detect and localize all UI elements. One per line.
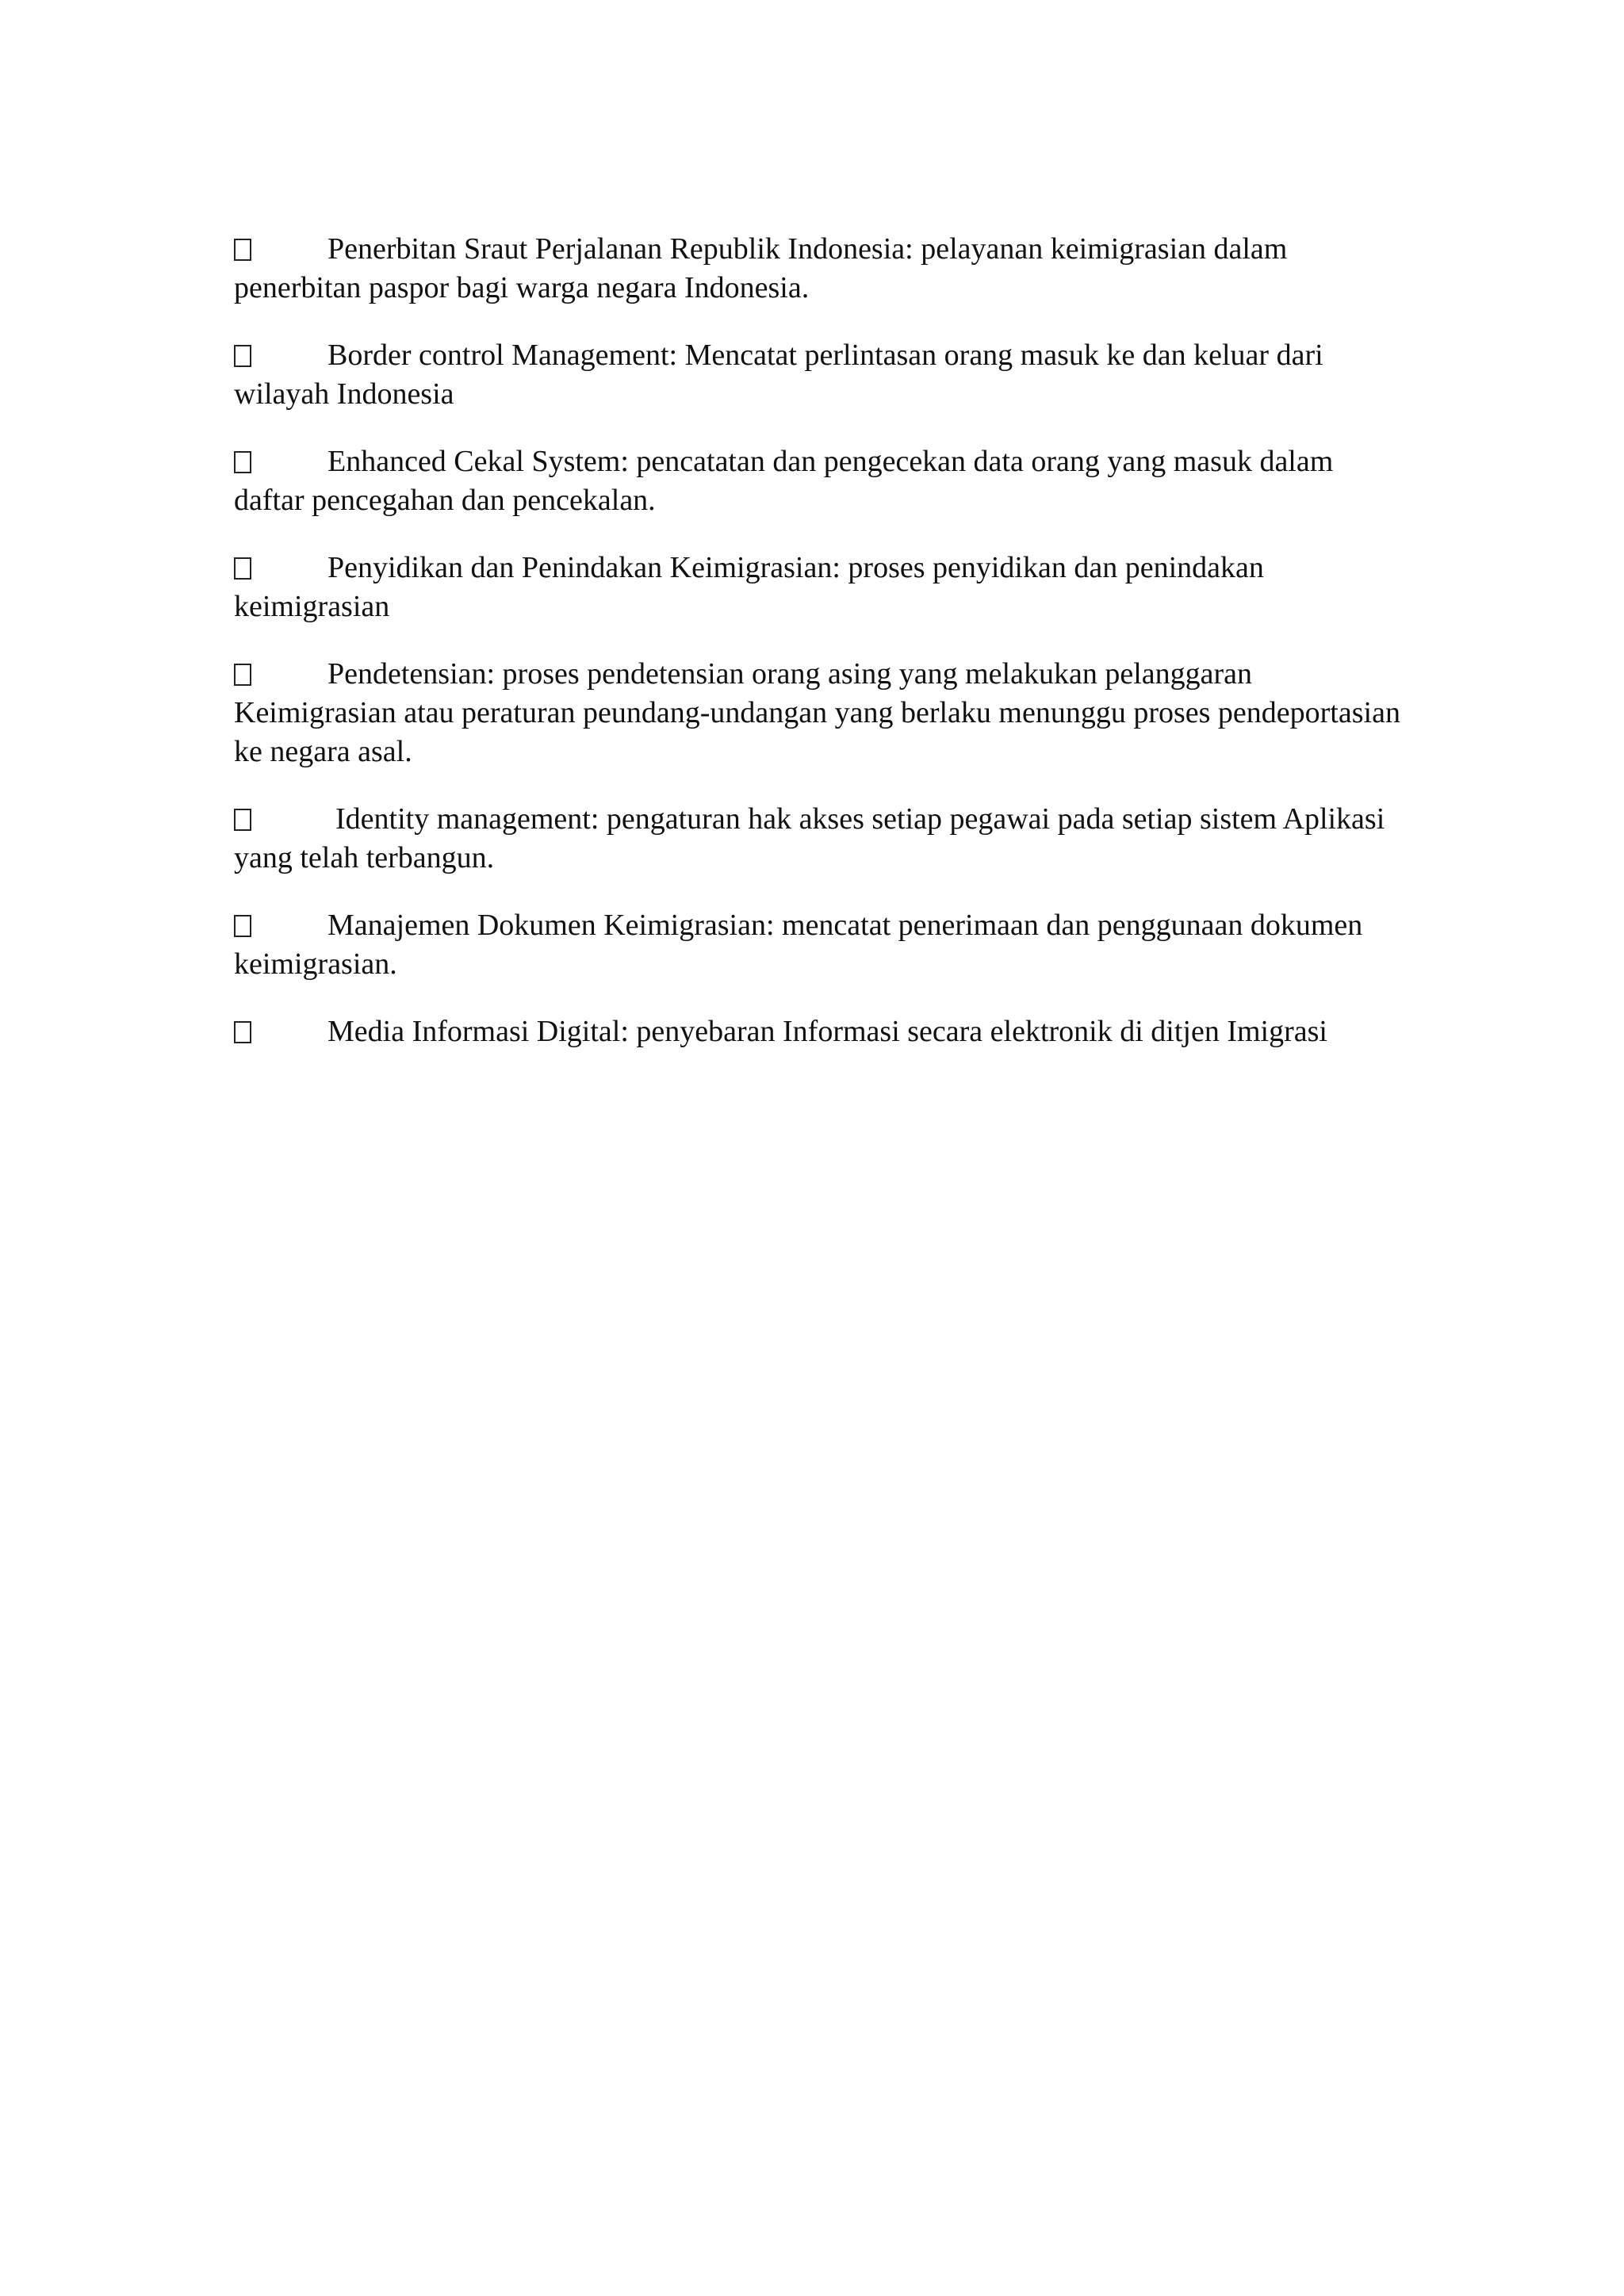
- list-item-text: Manajemen Dokumen Keimigrasian: mencatat penerimaan dan penggunaan dokumen keimigrasian.: [234, 909, 1363, 981]
- missing-glyph-bullet-icon: [234, 239, 251, 261]
- list-item: [234, 1012, 1408, 1051]
- list-item-text: Pendetensian: proses pendetensian orang asing yang melakukan pelanggaran Keimigrasian atau peraturan peundang-undangan yang berlaku menunggu proses pendeportasian ke negara asal.: [234, 657, 1400, 768]
- missing-glyph-bullet-icon: [234, 557, 251, 580]
- list-item: [234, 655, 1408, 771]
- list-item-text: Penyidikan dan Penindakan Keimigrasian: proses penyidikan dan penindakan keimigrasian: [234, 551, 1264, 623]
- missing-glyph-bullet-icon: [234, 1021, 251, 1043]
- list-item: [234, 336, 1408, 414]
- list-item: [234, 230, 1408, 308]
- list-item: [234, 549, 1408, 626]
- list-item-text: Enhanced Cekal System: pencatatan dan pengecekan data orang yang masuk dalam daftar pencegahan dan pencekalan.: [234, 445, 1334, 517]
- list-item-text: Penerbitan Sraut Perjalanan Republik Indonesia: pelayanan keimigrasian dalam penerbitan paspor bagi warga negara Indonesia.: [234, 232, 1288, 304]
- missing-glyph-bullet-icon: [234, 664, 251, 686]
- missing-glyph-bullet-icon: [234, 345, 251, 367]
- list-item-text: Identity management: pengaturan hak akses setiap pegawai pada setiap sistem Aplikasi yang telah terbangun.: [234, 802, 1385, 874]
- bullet-list: [234, 230, 1408, 1080]
- list-item-text: Media Informasi Digital: penyebaran Informasi secara elektronik di ditjen Imigrasi: [327, 1015, 1327, 1048]
- list-item: [234, 442, 1408, 520]
- missing-glyph-bullet-icon: [234, 915, 251, 937]
- missing-glyph-bullet-icon: [234, 809, 251, 831]
- list-item-text: Border control Management: Mencatat perlintasan orang masuk ke dan keluar dari wilayah Indonesia: [234, 339, 1323, 411]
- list-item: [234, 906, 1408, 984]
- list-item: [234, 800, 1408, 878]
- missing-glyph-bullet-icon: [234, 451, 251, 473]
